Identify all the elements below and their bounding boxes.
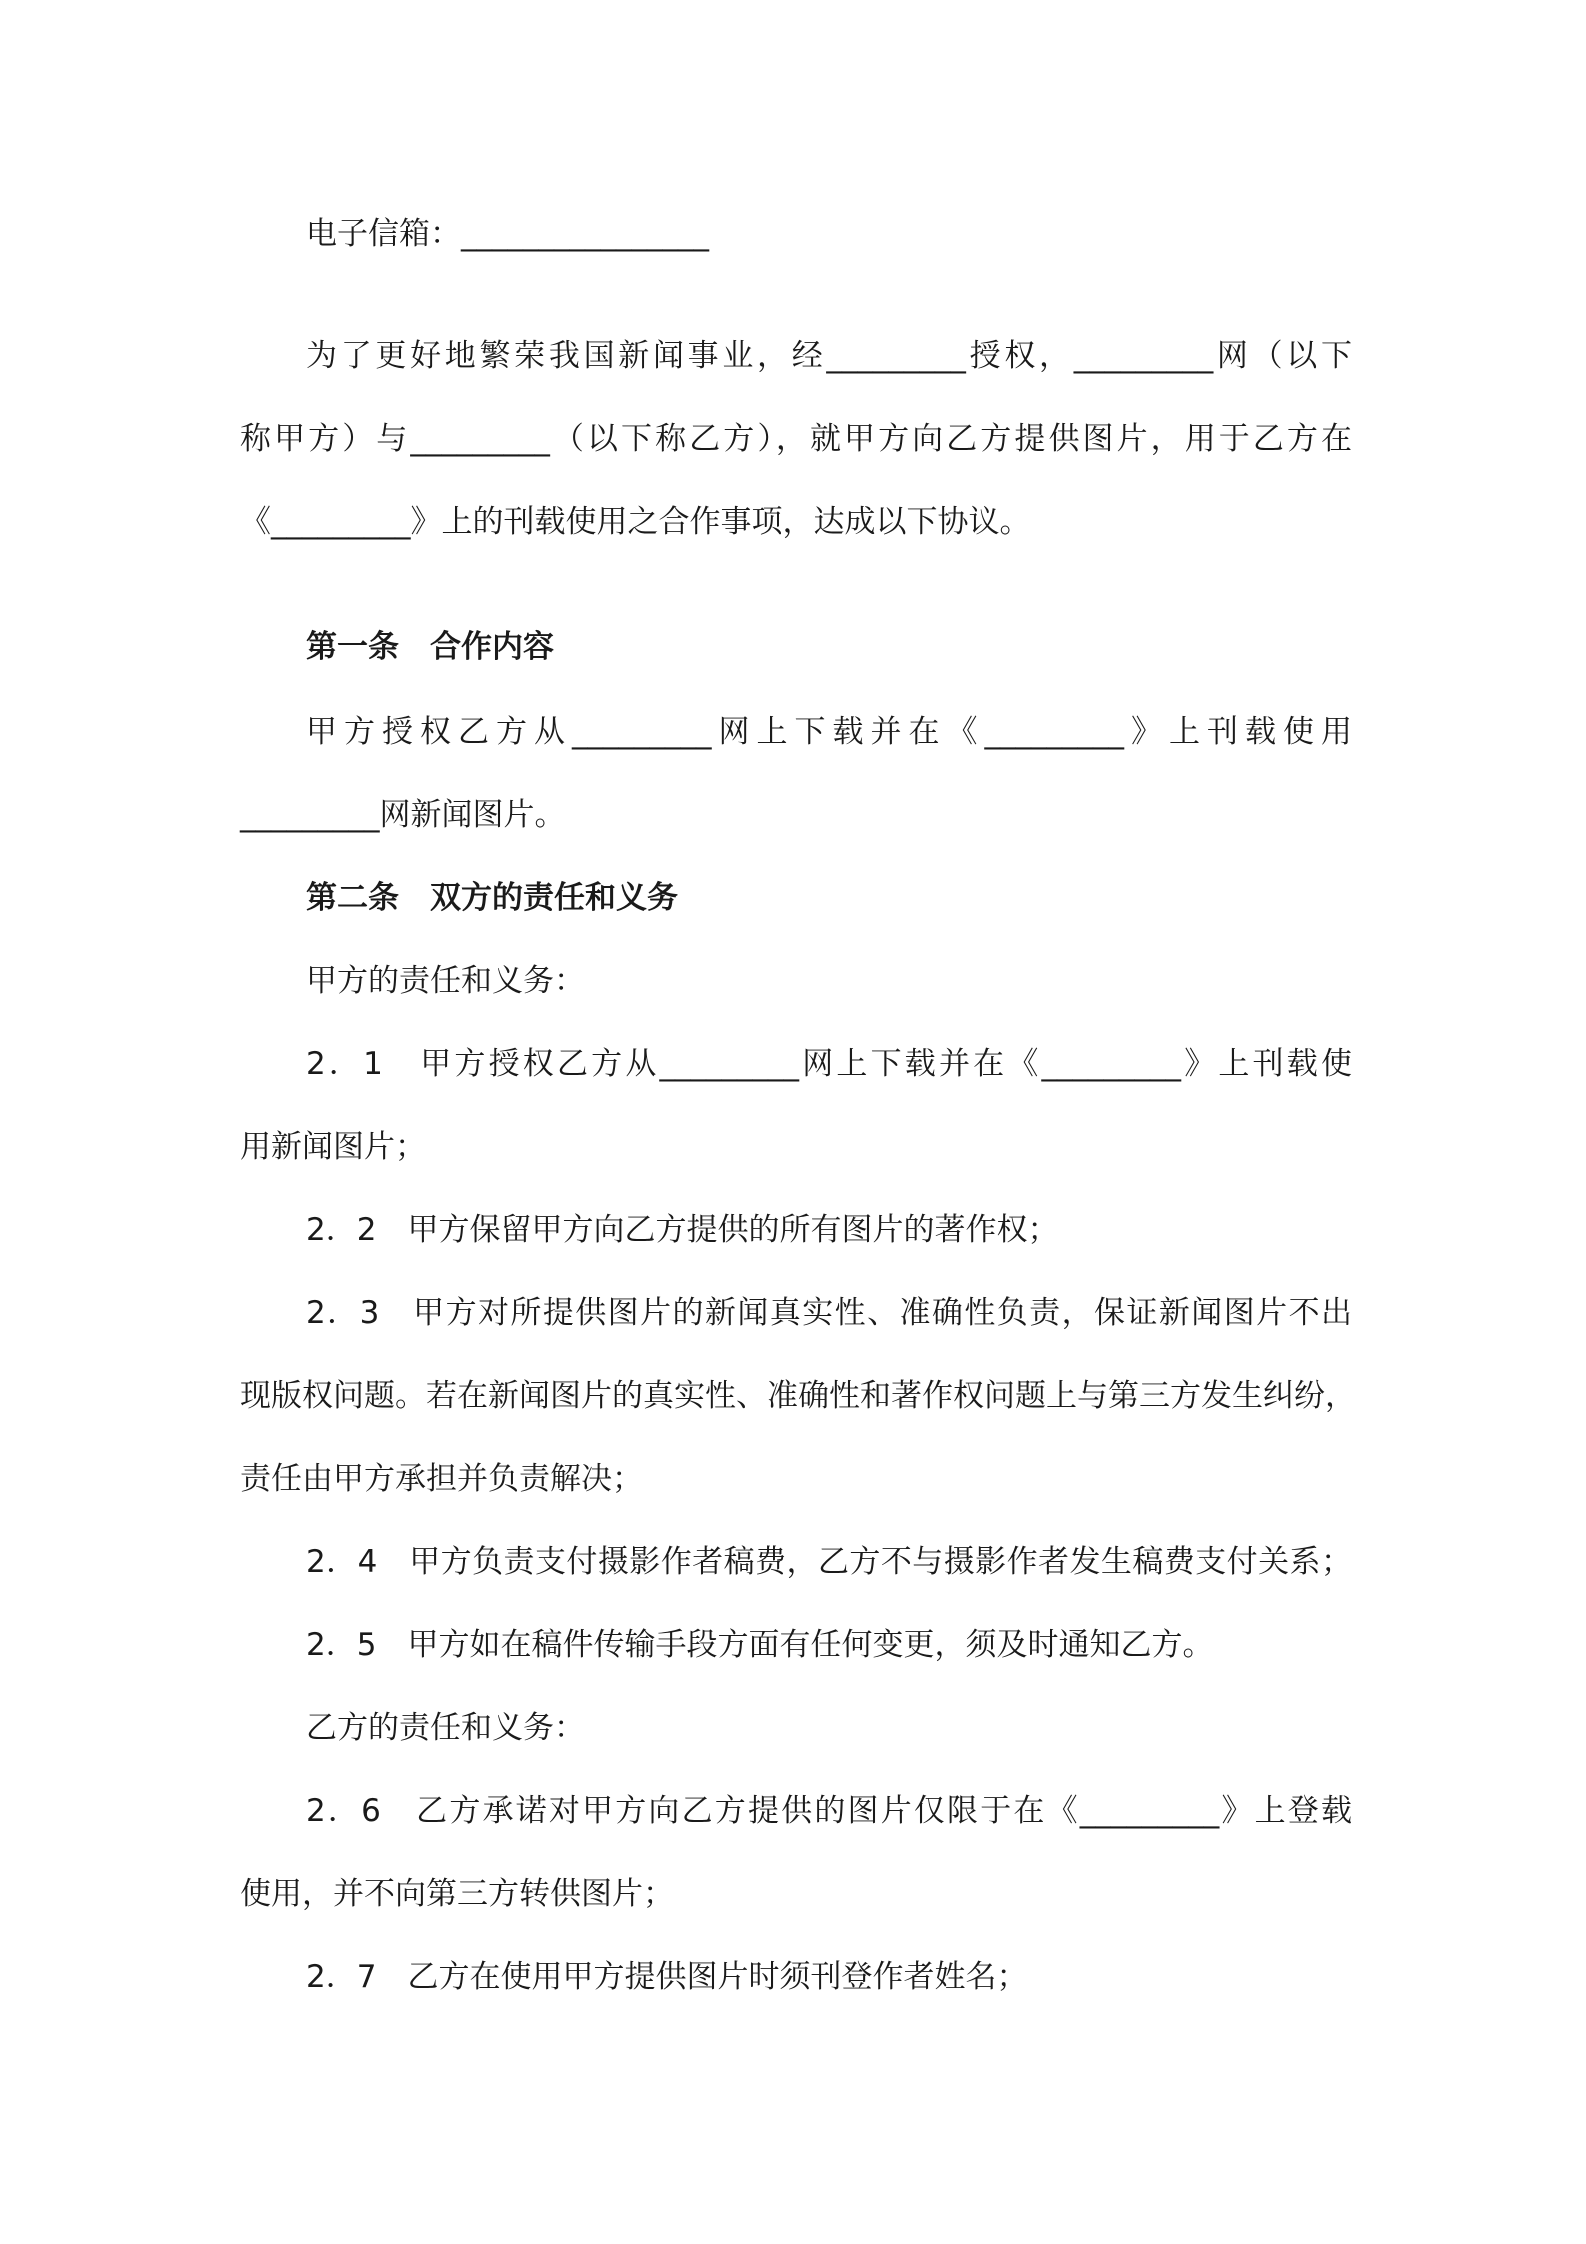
- clause-2-1-line-2: 用新闻图片；: [240, 1129, 426, 1165]
- clause-2-7: 2．7 乙方在使用甲方提供图片时须刊登作者姓名；: [306, 1959, 1028, 1995]
- party-a-duties-heading: 甲方的责任和义务：: [306, 963, 585, 999]
- preamble-line-3: 《_________》上的刊载使用之合作事项，达成以下协议。: [240, 504, 1031, 540]
- article-2-heading: 第二条 双方的责任和义务: [306, 880, 678, 916]
- preamble-line-1: 为了更好地繁荣我国新闻事业，经_________授权，_________网（以下: [306, 338, 1352, 374]
- clause-2-5: 2．5 甲方如在稿件传输手段方面有任何变更，须及时通知乙方。: [306, 1627, 1214, 1663]
- clause-2-4: 2．4 甲方负责支付摄影作者稿费，乙方不与摄影作者发生稿费支付关系；: [306, 1544, 1352, 1580]
- clause-2-6-line-2: 使用，并不向第三方转供图片；: [240, 1876, 674, 1912]
- clause-2-6-line-1: 2．6 乙方承诺对甲方向乙方提供的图片仅限于在《_________》上登载: [306, 1793, 1352, 1829]
- preamble-line-2: 称甲方）与_________（以下称乙方），就甲方向乙方提供图片，用于乙方在: [240, 421, 1352, 457]
- article-1-heading: 第一条 合作内容: [306, 629, 554, 665]
- clause-2-2: 2．2 甲方保留甲方向乙方提供的所有图片的著作权；: [306, 1212, 1059, 1248]
- article-1-text-line-1: 甲方授权乙方从_________网上下载并在《_________》上刊载使用: [306, 714, 1352, 750]
- email-field-line: 电子信箱：________________: [306, 216, 709, 252]
- clause-2-3-line-1: 2．3 甲方对所提供图片的新闻真实性、准确性负责，保证新闻图片不出: [306, 1295, 1352, 1331]
- article-1-text-line-2: _________网新闻图片。: [240, 797, 566, 833]
- clause-2-3-line-2: 现版权问题。若在新闻图片的真实性、准确性和著作权问题上与第三方发生纠纷，: [240, 1378, 1356, 1414]
- party-b-duties-heading: 乙方的责任和义务：: [306, 1710, 585, 1746]
- clause-2-3-line-3: 责任由甲方承担并负责解决；: [240, 1461, 643, 1497]
- clause-2-1-line-1: 2．1 甲方授权乙方从_________网上下载并在《_________》上刊载使: [306, 1046, 1352, 1082]
